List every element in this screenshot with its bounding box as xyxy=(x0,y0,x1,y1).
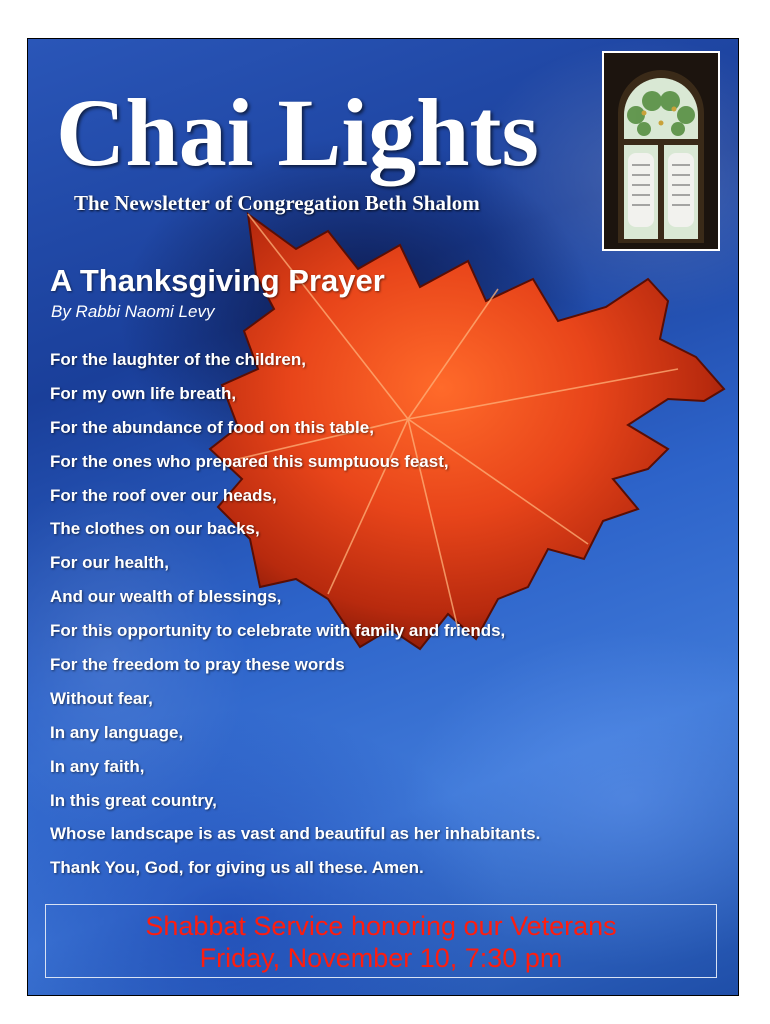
prayer-line: In this great country, xyxy=(50,790,217,810)
prayer-lines xyxy=(50,348,540,890)
newsletter-cover xyxy=(27,38,739,996)
event-title: Shabbat Service honoring our Veterans xyxy=(145,911,617,941)
prayer-line: For the freedom to pray these words xyxy=(50,655,345,675)
prayer-line: For the laughter of the children, xyxy=(50,350,306,369)
prayer-line: For the ones who prepared this sumptuous feast, xyxy=(50,451,449,471)
prayer-line: Whose landscape is as vast and beautiful as her inhabitants. xyxy=(50,824,541,844)
article-title: A Thanksgiving Prayer xyxy=(50,263,385,298)
prayer-line: For the abundance of food on this table, xyxy=(50,417,374,437)
prayer-line: For my own life breath, xyxy=(50,383,237,403)
prayer-line: The clothes on our backs, xyxy=(50,519,260,539)
prayer-line: For this opportunity to celebrate with family and friends, xyxy=(50,621,506,641)
prayer-line: In any language, xyxy=(50,722,184,742)
stained-glass-window-image xyxy=(602,51,720,251)
newsletter-title: Chai Lights xyxy=(56,79,539,186)
event-datetime: Friday, November 10, 7:30 pm xyxy=(199,943,563,973)
prayer-line: And our wealth of blessings, xyxy=(50,587,282,607)
prayer-line: Thank You, God, for giving us all these. Amen. xyxy=(50,858,424,878)
prayer-line: For the roof over our heads, xyxy=(50,485,277,505)
prayer-line: In any faith, xyxy=(50,756,145,776)
event-announcement-box xyxy=(45,904,717,978)
article-byline: By Rabbi Naomi Levy xyxy=(51,302,215,321)
newsletter-subtitle: The Newsletter of Congregation Beth Shalom xyxy=(74,191,480,215)
prayer-line: Without fear, xyxy=(50,688,153,708)
prayer-line: For our health, xyxy=(50,553,169,573)
